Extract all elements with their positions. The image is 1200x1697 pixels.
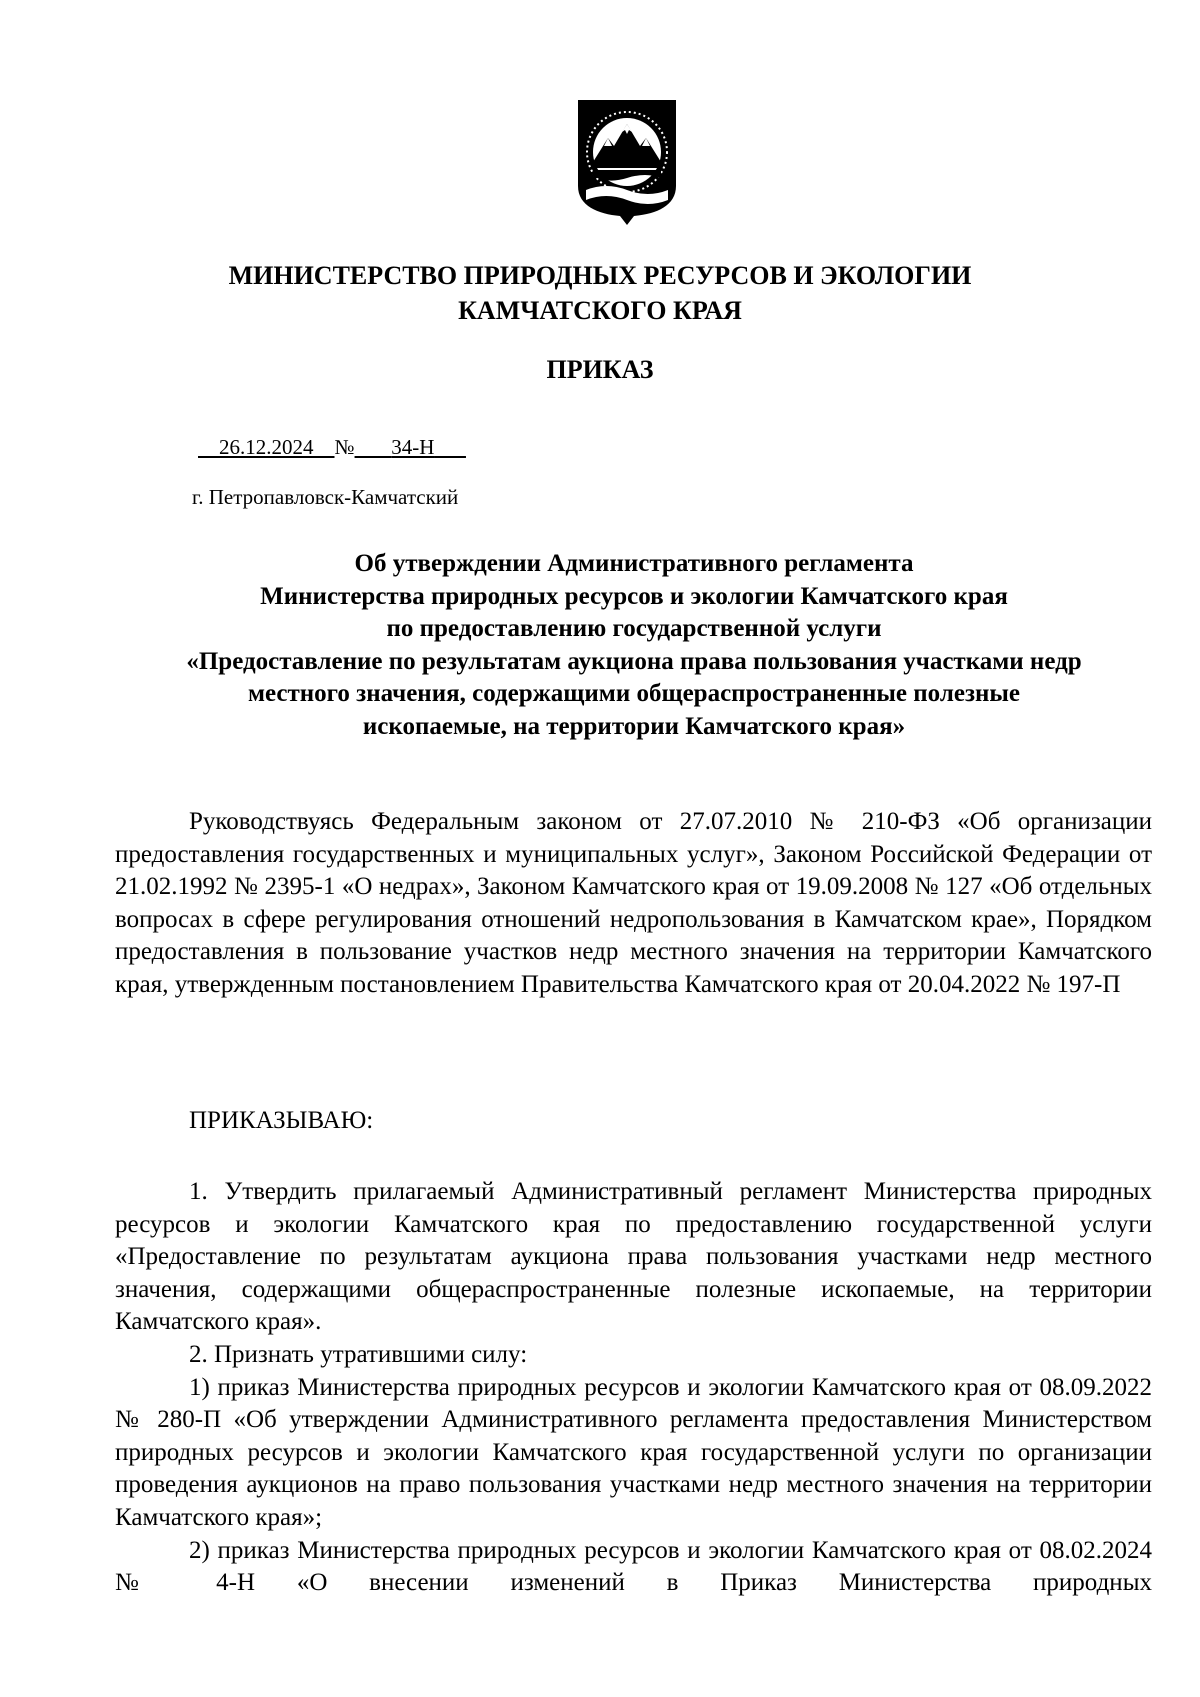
order-item: 2) приказ Министерства природных ресурсов и экологии Камчатского края от 08.02.2024 № 4-Н «О внесении изменений в Приказ Министерства природных [115, 1536, 1152, 1597]
order-item: 2. Признать утратившими силу: [189, 1340, 528, 1368]
order-items [115, 1176, 1152, 1600]
subject-line: ископаемые, на территории Камчатского края» [362, 712, 906, 740]
preamble-paragraph: Руководствуясь Федеральным законом от 27.07.2010 № 210-ФЗ «Об организации предоставления государственных и муниципальных услуг», Законом Российской Федерации от 21.02.1992 № 2395-1 «О недрах», Законом Камчатского края от 19.09.2008 № 127 «Об отдельных вопросах в сфере регулирования отношений недропользования в Камчатском крае», Порядком предоставления в пользование участков недр местного значения на территории Камчатского края, утвержденным постановлением Правительства Камчатского края от 20.04.2022 № 197-П [115, 808, 1152, 998]
order-number: 34-Н [391, 435, 435, 459]
order-title: ПРИКАЗ [546, 355, 654, 384]
subject-line: Министерства природных ресурсов и экологии Камчатского края [260, 582, 1008, 610]
order-item: 1) приказ Министерства природных ресурсов и экологии Камчатского края от 08.09.2022 № 280-П «Об утверждении Административного регламента предоставления Министерством природных ресурсов и экологии Камчатского края государственной услуги по организации проведения аукционов на право пользования участками недр местного значения на территории Камчатского края»; [115, 1373, 1152, 1531]
order-directive-word: ПРИКАЗЫВАЮ: [189, 1107, 374, 1134]
subject-line: «Предоставление по результатам аукциона права пользования участками недр [186, 647, 1082, 675]
order-date-number-line [198, 434, 466, 460]
preamble-block [115, 806, 1152, 1002]
ministry-name-line2: КАМЧАТСКОГО КРАЯ [458, 296, 742, 325]
order-number-label: № [334, 435, 355, 459]
subject-line: местного значения, содержащими общераспространенные полезные [247, 680, 1021, 707]
order-city: г. Петропавловск-Камчатский [192, 485, 459, 509]
order-date: 26.12.2024 [219, 435, 314, 459]
subject-line: по предоставлению государственной услуги [386, 615, 882, 642]
ministry-name-line1: МИНИСТЕРСТВО ПРИРОДНЫХ РЕСУРСОВ И ЭКОЛОГИИ [228, 261, 972, 290]
order-subject-heading [112, 548, 1156, 743]
kamchatka-coat-of-arms-emblem [576, 98, 678, 226]
ministry-name [0, 258, 1200, 328]
subject-line: Об утверждении Административного регламента [354, 550, 914, 577]
order-item: 1. Утвердить прилагаемый Административный регламент Министерства природных ресурсов и экологии Камчатского края по предоставлению государственной услуги «Предоставление по результатам аукциона права пользования участками недр местного значения, содержащими общераспространенные полезные ископаемые, на территории Камчатского края». [115, 1178, 1152, 1336]
